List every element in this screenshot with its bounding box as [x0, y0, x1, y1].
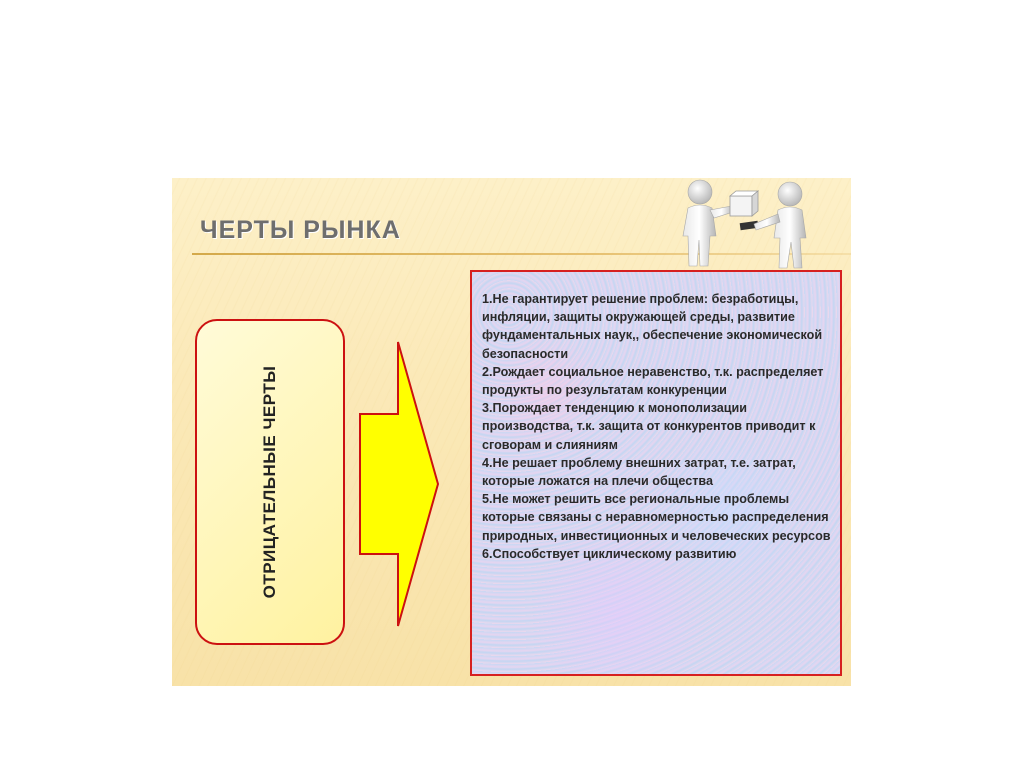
list-item: 6.Способствует циклическому развитию [482, 546, 737, 561]
features-list-box [470, 270, 842, 676]
negative-features-label: ОТРИЦАТЕЛЬНЫЕ ЧЕРТЫ [260, 365, 279, 599]
list-item: 1.Не гарантирует решение проблем: безработицы, инфляции, защиты окружающей среды, развитие фундаментальных наук,, обеспечение экономической безопасности [482, 292, 823, 361]
list-item: 4.Не решает проблему внешних затрат, т.е. затрат, которые ложатся на плечи общества [482, 455, 796, 489]
features-list [482, 290, 832, 563]
list-item: 3.Порождает тенденцию к монополизации производства, т.к. защита от конкурентов приводит к сговорам и слияниям [482, 401, 816, 452]
two-people-exchanging-box-icon [670, 178, 835, 270]
slide [172, 178, 851, 686]
list-item: 5.Не может решить все региональные проблемы которые связаны с неравномерностью распределения природных, инвестиционных и человеческих ресурсов [482, 492, 831, 543]
list-item: 2.Рождает социальное неравенство, т.к. распределяет продукты по результатам конкуренции [482, 364, 824, 398]
right-arrow-icon [358, 340, 440, 628]
negative-features-box [195, 319, 345, 645]
slide-title: ЧЕРТЫ РЫНКА [200, 216, 401, 244]
